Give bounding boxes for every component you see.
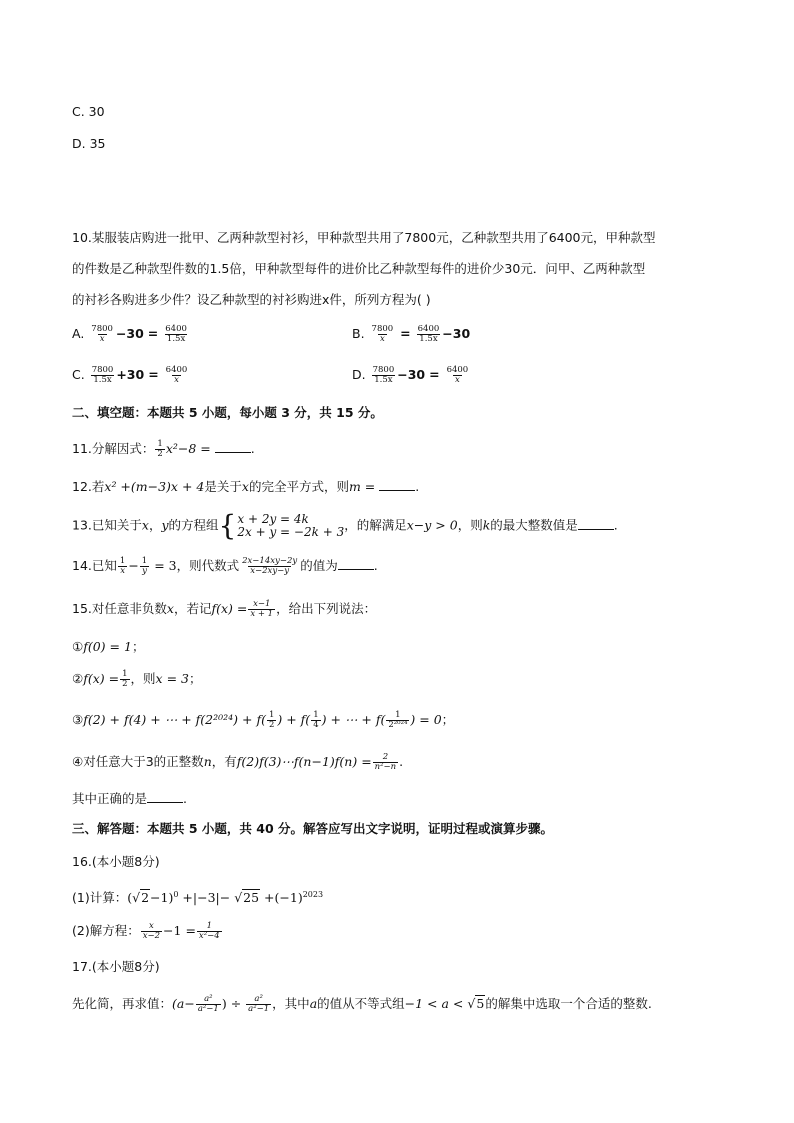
q10-option-a: A. $\frac{7800}{x}$ −30 = $\frac{6400}{1.5x}$: [72, 324, 187, 344]
q15-statement-1: ①f(0) = 1；: [72, 639, 145, 654]
q10-line3: 的衬衫各购进多少件？设乙种款型的衬衫购进x件，所列方程为( ): [72, 292, 431, 307]
fraction: $\frac{x}{x-2}$: [142, 921, 161, 941]
q17-title: 17.(本小题8分): [72, 959, 160, 974]
q15-statement-4: ④对任意大于3的正整数n，有f(2)f(3)⋯f(n−1)f(n) = $\frac{2}{\text{n²−n}}$ .: [72, 752, 404, 772]
option-c-prev: C. 30: [72, 104, 105, 119]
fraction: $\frac{1}{2}$: [122, 669, 128, 689]
q16-part1: (1)计算：$(√2-1)^0 +|-3|- √25 +(-1)^{2023}$: [72, 890, 324, 906]
q15-conclusion: 其中正确的是 .: [72, 791, 187, 806]
q17-body: 先化简，再求值：(a− $\frac{\text{a²}}{\text{a²−1}}$ ) ÷ $\frac{\text{a²}}{\text{a²−1}}$ ，其中a的值从不等式组−1 < a < √5的解集中选取一个合适的整数.: [72, 994, 652, 1014]
q10-option-b: B. $\frac{7800}{x}$ = $\frac{6400}{1.5x}$ −30: [352, 324, 471, 344]
fraction: $\frac{1}{2}$: [157, 439, 163, 459]
fraction: $\frac{1}{4}$: [313, 710, 319, 730]
fraction: $\frac{\text{a²}}{\text{a²−1}}$: [248, 994, 270, 1014]
fraction: $\frac{6400}{x}$: [165, 365, 188, 385]
option-d-prev: D. 35: [72, 136, 106, 151]
fraction: $\frac{1}{x}$: [119, 556, 126, 576]
equation-system: { x + 2y = 4k 2x + y = −2k + 3: [218, 509, 345, 542]
q16-part2: (2)解方程： $\frac{x}{x-2}$ −1 = $\frac{1}{\text{x²−4}}$: [72, 921, 220, 941]
section-2-heading: 二、填空题：本题共 5 小题，每小题 3 分，共 15 分。: [72, 405, 383, 420]
fraction: $\frac{x-1}{x + 1}$: [250, 599, 274, 619]
q10-option-c: C. $\frac{7800}{1.5x}$ +30 = $\frac{6400}{x}$: [72, 365, 188, 385]
q13: 13.已知关于x，y的方程组 { x + 2y = 4k 2x + y = −2k + 3 ，的解满足x−y > 0，则k的最大整数值是 .: [72, 509, 618, 542]
q12: 12.若x² +(m−3)x + 4是关于x的完全平方式，则m = .: [72, 479, 420, 494]
fraction: $\frac{6400}{x}$: [446, 365, 469, 385]
fraction: $\frac{7800}{x}$: [371, 324, 394, 344]
q10-line1: 10.某服装店购进一批甲、乙两种款型衬衫，甲种款型共用了7800元，乙种款型共用了6400元，甲种款型: [72, 230, 656, 245]
fraction: $\frac{1}{y}$: [141, 556, 148, 576]
fraction: $\frac{2x-14xy-2y}{x-2xy-y}$: [242, 556, 298, 576]
fraction: $\frac{2}{\text{n²−n}}$: [374, 752, 397, 772]
fraction: $\frac{6400}{1.5x}$: [417, 324, 440, 344]
answer-blank: [338, 557, 374, 570]
answer-blank: [379, 478, 415, 491]
fraction: $\frac{1}{2}$: [268, 710, 275, 730]
answer-blank: [578, 517, 614, 530]
q10-line2: 的件数是乙种款型件数的1.5倍，甲种款型每件的进价比乙种款型每件的进价少30元．问甲、乙两种款型: [72, 261, 646, 276]
fraction: $\frac{7800}{1.5x}$: [372, 365, 395, 385]
q14: 14.已知 $\frac{1}{x}$ − $\frac{1}{y}$ = 3，则代数式 $\frac{2x-14xy-2y}{x-2xy-y}$ 的值为 .: [72, 556, 378, 576]
fraction: $\frac{6400}{1.5x}$: [165, 324, 187, 344]
q10-option-d: D. $\frac{7800}{1.5x}$ −30 = $\frac{6400}{x}$: [352, 365, 469, 385]
fraction: $\frac{1}{\text{2²⁰²⁴}}$: [388, 710, 408, 730]
answer-blank: [147, 790, 183, 803]
fraction: $\frac{7800}{x}$: [91, 324, 113, 344]
section-3-heading: 三、解答题：本题共 5 小题，共 40 分。解答应写出文字说明，证明过程或演算步骤。: [72, 821, 554, 836]
q11: 11.分解因式： $\frac{1}{2}$ x²−8 = .: [72, 439, 255, 459]
q16-title: 16.(本小题8分): [72, 854, 160, 869]
q15: 15.对任意非负数x，若记f(x) = $\frac{x-1}{x + 1}$ ，给出下列说法：: [72, 599, 377, 619]
fraction: $\frac{\text{a²}}{\text{a²−1}}$: [197, 994, 219, 1014]
q15-statement-2: ②f(x) = $\frac{1}{2}$ ，则x = 3；: [72, 669, 202, 689]
fraction: $\frac{1}{\text{x²−4}}$: [198, 921, 220, 941]
q15-statement-3: ③f(2) + f(4) + ⋯ + f(2²⁰²⁴) + f( $\frac{1}{2}$ ) + f( $\frac{1}{4}$ ) + ⋯ + f( $\frac{1}{\text{2²⁰²⁴}}$ ) = 0；: [72, 710, 455, 730]
answer-blank: [215, 440, 251, 453]
fraction: $\frac{7800}{1.5x}$: [91, 365, 114, 385]
